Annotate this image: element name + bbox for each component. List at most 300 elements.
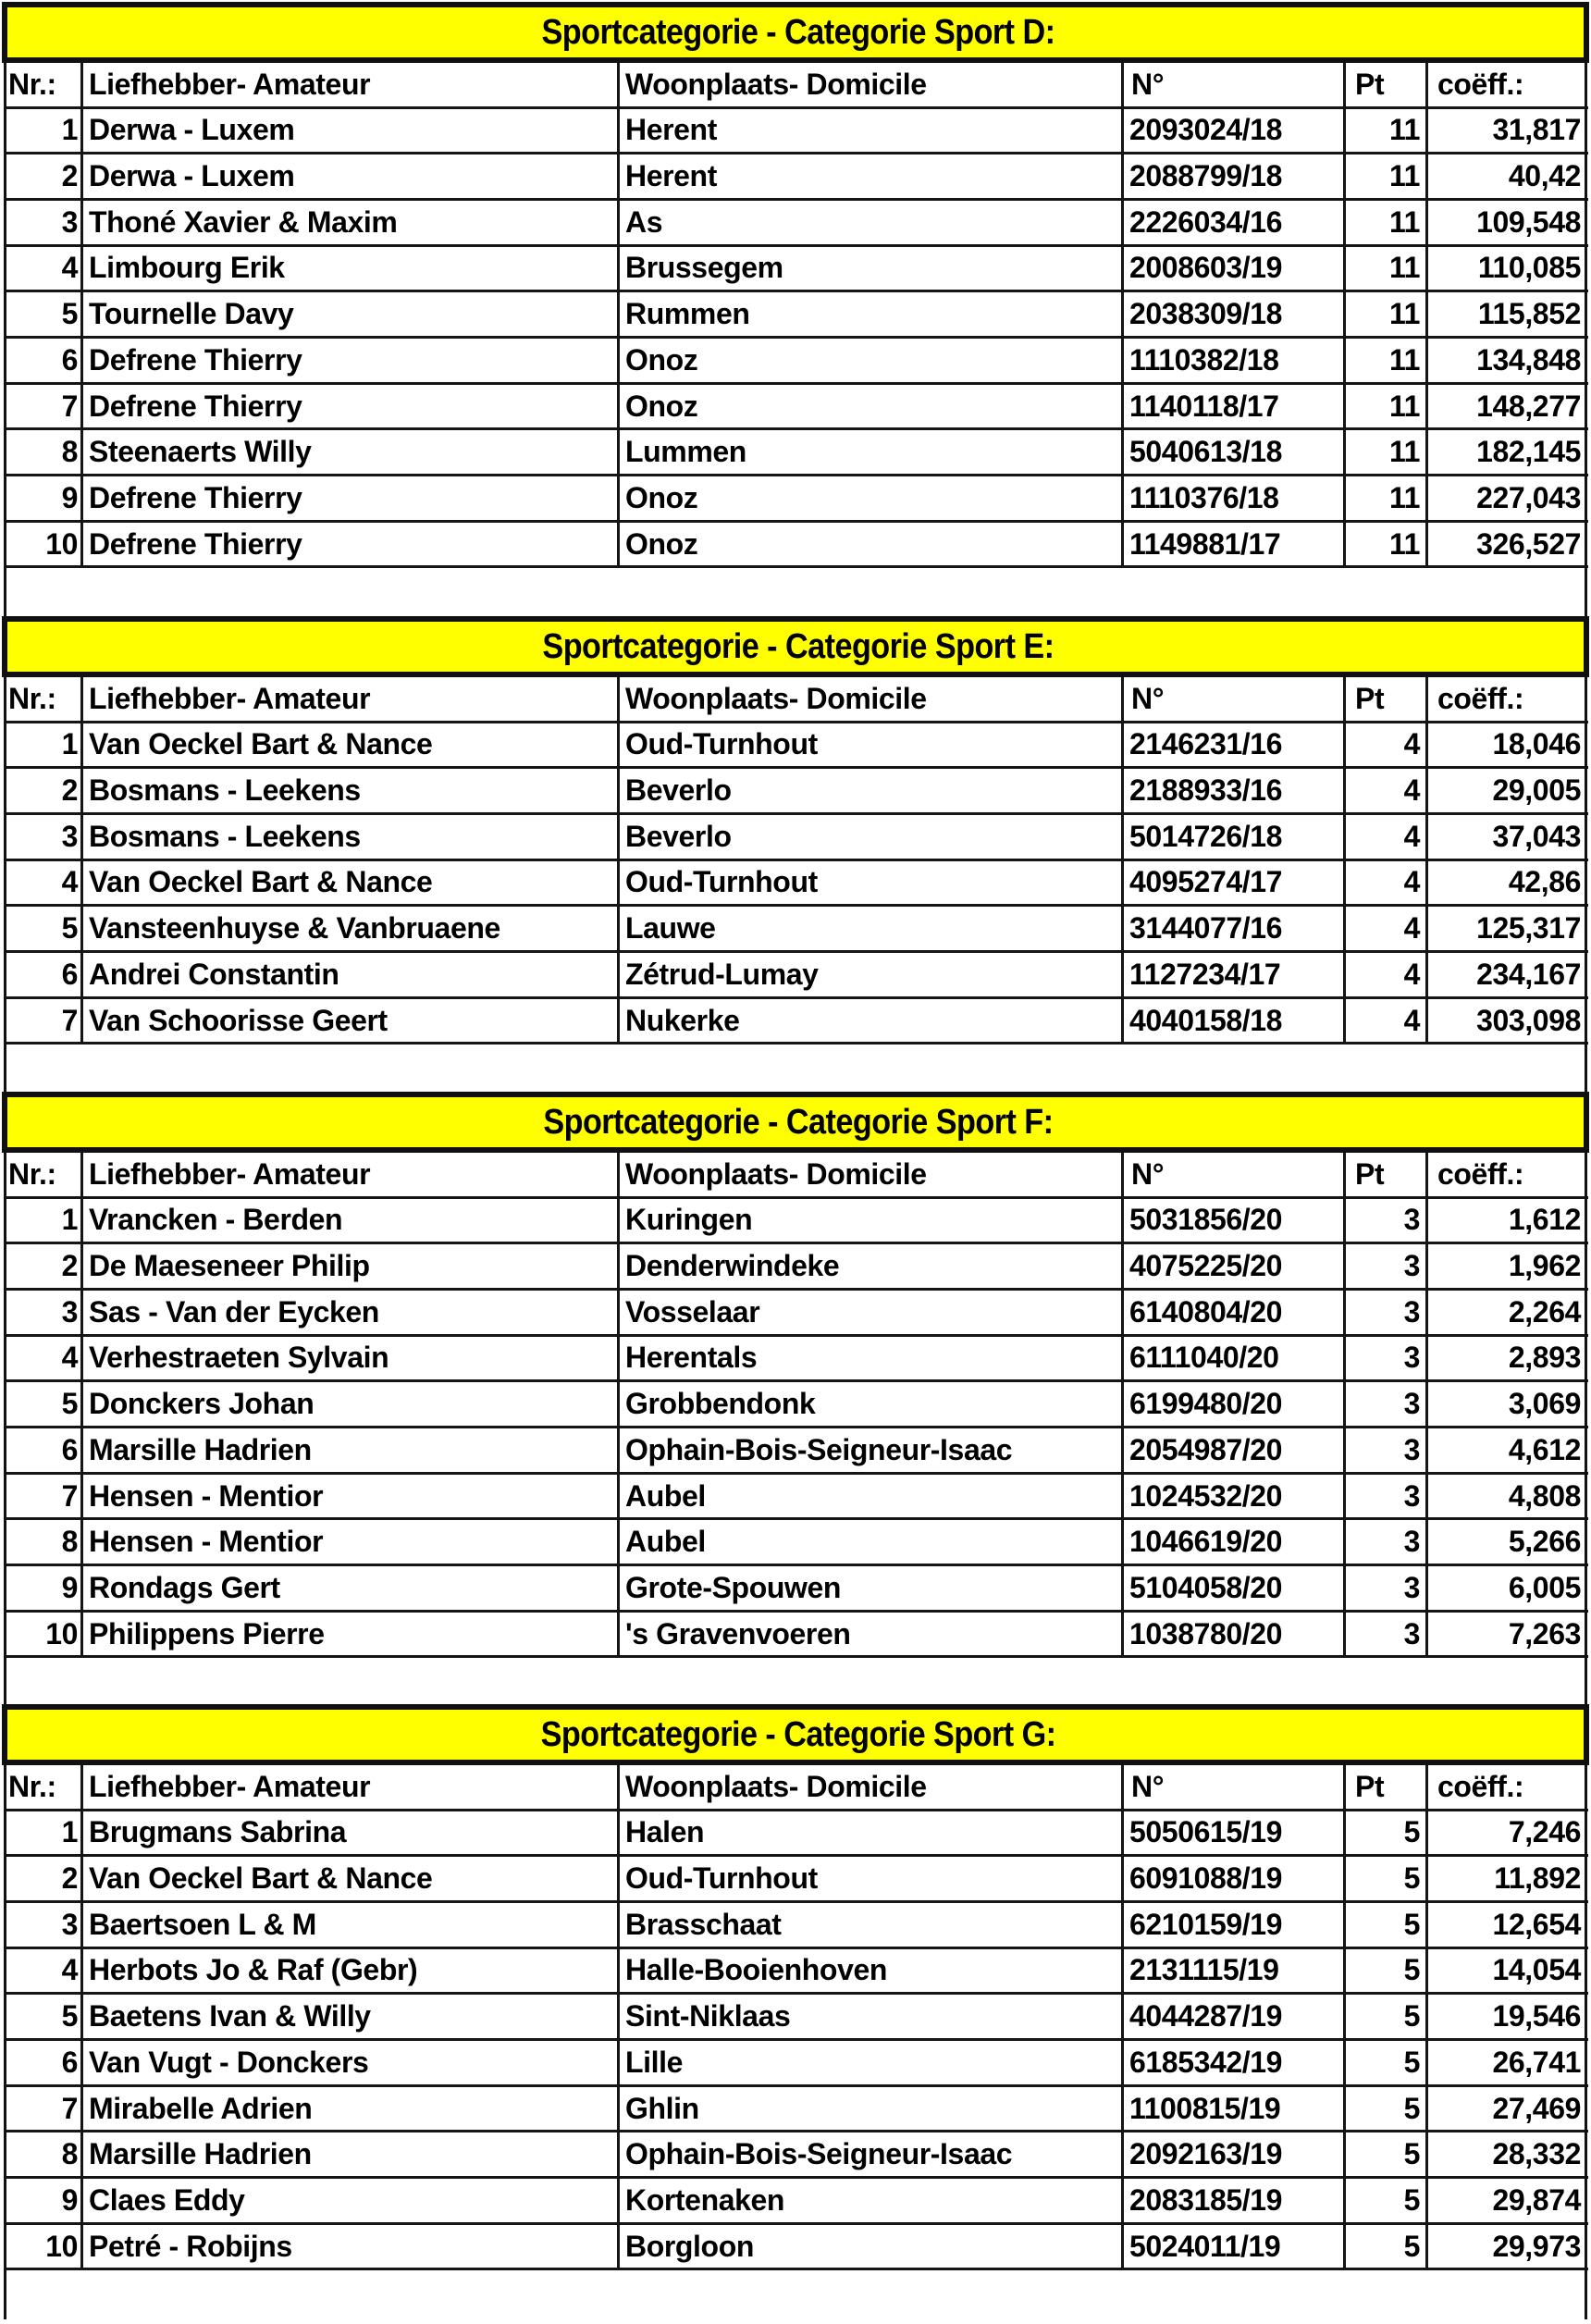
- ring-number-cell: [1121, 1857, 1343, 1900]
- table-row: [5, 1995, 1588, 2041]
- points-cell-text: 3: [1403, 1616, 1420, 1650]
- coefficient-cell: [1425, 2179, 1588, 2222]
- amateur-cell-text: Marsille Hadrien: [89, 2137, 312, 2171]
- rank-cell-text: 8: [61, 2137, 78, 2171]
- domicile-cell-text: Grobbendonk: [625, 1387, 816, 1421]
- domicile-cell: [617, 861, 1121, 905]
- header-nr: [5, 1765, 81, 1809]
- rank-cell-text: 10: [45, 1616, 78, 1650]
- ring-number-cell: [1121, 2087, 1343, 2131]
- header-coefficient: [1425, 63, 1588, 106]
- table-row: [5, 861, 1588, 908]
- domicile-cell: [617, 1337, 1121, 1380]
- ring-number-cell-text: 2088799/18: [1129, 159, 1283, 193]
- ring-number-cell: [1121, 723, 1343, 767]
- rank-cell-text: 3: [61, 204, 78, 239]
- ring-number-cell: [1121, 1949, 1343, 1993]
- rank-cell: [5, 155, 81, 198]
- points-cell: [1343, 1903, 1425, 1947]
- ring-number-cell: [1121, 247, 1343, 290]
- domicile-cell-text: Denderwindeke: [625, 1249, 840, 1283]
- ring-number-cell-text: 6185342/19: [1129, 2045, 1283, 2079]
- column-header-row: [5, 677, 1588, 723]
- column-header-row: [5, 63, 1588, 109]
- coefficient-cell: [1425, 430, 1588, 474]
- points-cell-text: 5: [1403, 2182, 1420, 2217]
- points-cell-text: 3: [1403, 1203, 1420, 1237]
- coefficient-cell: [1425, 339, 1588, 382]
- ring-number-cell: [1121, 2041, 1343, 2084]
- points-cell: [1343, 523, 1425, 566]
- coefficient-cell-text: 5,266: [1508, 1525, 1581, 1559]
- header-points: [1343, 63, 1425, 106]
- rank-cell-text: 4: [61, 865, 78, 899]
- rank-cell: [5, 1199, 81, 1242]
- points-cell: [1343, 1857, 1425, 1900]
- column-header-row: [5, 1153, 1588, 1199]
- ring-number-cell: [1121, 769, 1343, 812]
- table-row: [5, 953, 1588, 999]
- amateur-cell-text: Tournelle Davy: [89, 297, 294, 331]
- amateur-cell: [80, 292, 617, 336]
- ring-number-cell-text: 5104058/20: [1129, 1570, 1283, 1604]
- domicile-cell-text: Onoz: [625, 342, 698, 377]
- ring-number-cell: [1121, 2132, 1343, 2176]
- domicile-cell-text: Vosselaar: [625, 1294, 760, 1329]
- coefficient-cell-text: 110,085: [1477, 251, 1581, 285]
- table-row: [5, 1566, 1588, 1613]
- ring-number-cell-text: 1127234/17: [1129, 957, 1281, 991]
- points-cell-text: 11: [1388, 113, 1420, 147]
- domicile-cell: [617, 430, 1121, 474]
- amateur-cell: [80, 2225, 617, 2268]
- rank-cell-text: 5: [61, 911, 78, 946]
- domicile-cell: [617, 155, 1121, 198]
- points-cell: [1343, 1811, 1425, 1855]
- rank-cell: [5, 247, 81, 290]
- domicile-cell-text: Brussegem: [625, 251, 783, 285]
- coefficient-cell-text: 31,817: [1492, 113, 1581, 147]
- points-cell: [1343, 2041, 1425, 2084]
- header-coefficient: [1425, 1765, 1588, 1809]
- coefficient-cell: [1425, 907, 1588, 950]
- amateur-cell: [80, 1566, 617, 1610]
- points-cell-text: 11: [1388, 297, 1420, 331]
- points-cell: [1343, 247, 1425, 290]
- table-row: [5, 1199, 1588, 1245]
- points-cell-text: 4: [1403, 957, 1420, 991]
- domicile-cell-text: Brasschaat: [625, 1907, 782, 1941]
- ring-number-cell-text: 5014726/18: [1129, 819, 1283, 853]
- header-points-label: Pt: [1355, 1156, 1385, 1191]
- points-cell-text: 3: [1403, 1525, 1420, 1559]
- ring-number-cell-text: 4040158/18: [1129, 1003, 1283, 1037]
- points-cell-text: 4: [1403, 727, 1420, 761]
- rank-cell: [5, 523, 81, 566]
- rank-cell-text: 8: [61, 435, 78, 469]
- coefficient-cell-text: 326,527: [1476, 526, 1581, 561]
- domicile-cell-text: Halen: [625, 1815, 705, 1849]
- table-row: [5, 1520, 1588, 1566]
- amateur-cell-text: De Maeseneer Philip: [89, 1249, 370, 1283]
- amateur-cell-text: Marsille Hadrien: [89, 1432, 312, 1466]
- domicile-cell: [617, 2132, 1121, 2176]
- amateur-cell-text: Defrene Thierry: [89, 480, 302, 514]
- amateur-cell-text: Claes Eddy: [89, 2182, 245, 2217]
- header-amateur-label: Liefhebber- Amateur: [89, 67, 371, 101]
- coefficient-cell-text: 234,167: [1476, 957, 1581, 991]
- coefficient-cell: [1425, 1613, 1588, 1656]
- table-row: [5, 292, 1588, 339]
- ring-number-cell-text: 1110382/18: [1129, 342, 1279, 377]
- amateur-cell-text: Defrene Thierry: [89, 526, 302, 561]
- rank-cell: [5, 723, 81, 767]
- rank-cell-text: 1: [61, 727, 78, 761]
- points-cell-text: 4: [1403, 865, 1420, 899]
- category-title: Sportcategorie - Categorie Sport G:: [540, 1715, 1056, 1754]
- domicile-cell: [617, 1428, 1121, 1472]
- points-cell: [1343, 430, 1425, 474]
- points-cell: [1343, 339, 1425, 382]
- header-nr-label: Nr.:: [8, 67, 56, 101]
- ring-number-cell: [1121, 339, 1343, 382]
- points-cell: [1343, 1613, 1425, 1656]
- amateur-cell: [80, 2179, 617, 2222]
- amateur-cell: [80, 1857, 617, 1900]
- domicile-cell: [617, 1903, 1121, 1947]
- ring-number-cell-text: 2226034/16: [1129, 204, 1283, 239]
- rank-cell-text: 1: [61, 1815, 78, 1849]
- coefficient-cell-text: 125,317: [1476, 911, 1581, 946]
- table-row: [5, 155, 1588, 201]
- points-cell-text: 5: [1403, 1815, 1420, 1849]
- rank-cell: [5, 1949, 81, 1993]
- amateur-cell: [80, 723, 617, 767]
- points-cell-text: 3: [1403, 1432, 1420, 1466]
- rank-cell-text: 10: [45, 2229, 78, 2263]
- ring-number-cell-text: 2038309/18: [1129, 297, 1283, 331]
- amateur-cell-text: Van Oeckel Bart & Nance: [89, 1861, 433, 1896]
- ring-number-cell: [1121, 1382, 1343, 1426]
- coefficient-cell: [1425, 476, 1588, 520]
- ring-number-cell: [1121, 201, 1343, 244]
- ring-number-cell-text: 4075225/20: [1129, 1249, 1283, 1283]
- rank-cell: [5, 1520, 81, 1564]
- coefficient-cell: [1425, 1811, 1588, 1855]
- table-row: [5, 1244, 1588, 1291]
- coefficient-cell-text: 303,098: [1476, 1003, 1581, 1037]
- rank-cell-text: 3: [61, 819, 78, 853]
- table-row: [5, 476, 1588, 523]
- coefficient-cell-text: 7,246: [1508, 1815, 1581, 1849]
- domicile-cell-text: Beverlo: [625, 773, 732, 808]
- rank-cell-text: 2: [61, 1861, 78, 1896]
- ring-number-cell: [1121, 1199, 1343, 1242]
- domicile-cell: [617, 339, 1121, 382]
- domicile-cell-text: Aubel: [625, 1525, 706, 1559]
- domicile-cell: [617, 953, 1121, 996]
- header-ring-number-label: N°: [1131, 67, 1165, 101]
- amateur-cell: [80, 861, 617, 905]
- amateur-cell-text: Andrei Constantin: [89, 957, 339, 991]
- domicile-cell-text: 's Gravenvoeren: [625, 1616, 851, 1650]
- points-cell: [1343, 292, 1425, 336]
- points-cell: [1343, 201, 1425, 244]
- domicile-cell-text: Oud-Turnhout: [625, 865, 818, 899]
- ring-number-cell-text: 3144077/16: [1129, 911, 1283, 946]
- rank-cell-text: 1: [61, 1203, 78, 1237]
- points-cell: [1343, 1475, 1425, 1518]
- amateur-cell-text: Thoné Xavier & Maxim: [89, 204, 398, 239]
- domicile-cell: [617, 292, 1121, 336]
- domicile-cell-text: Rummen: [625, 297, 750, 331]
- coefficient-cell-text: 227,043: [1476, 480, 1581, 514]
- ring-number-cell-text: 1046619/20: [1129, 1525, 1283, 1559]
- header-coefficient: [1425, 677, 1588, 721]
- ring-number-cell-text: 2146231/16: [1129, 727, 1283, 761]
- header-points-label: Pt: [1355, 67, 1385, 101]
- domicile-cell-text: Herent: [625, 113, 717, 147]
- domicile-cell: [617, 1244, 1121, 1288]
- table-row: [5, 907, 1588, 953]
- points-cell: [1343, 1428, 1425, 1472]
- amateur-cell-text: Baetens Ivan & Willy: [89, 1999, 371, 2034]
- amateur-cell: [80, 2132, 617, 2176]
- coefficient-cell: [1425, 2041, 1588, 2084]
- points-cell-text: 5: [1403, 1999, 1420, 2034]
- rank-cell: [5, 476, 81, 520]
- header-domicile: [617, 1765, 1121, 1809]
- header-ring-number-label: N°: [1131, 1769, 1165, 1803]
- ring-number-cell: [1121, 385, 1343, 428]
- ring-number-cell: [1121, 476, 1343, 520]
- rank-cell-text: 4: [61, 1953, 78, 1987]
- ring-number-cell-text: 4095274/17: [1129, 865, 1283, 899]
- ring-number-cell: [1121, 1566, 1343, 1610]
- domicile-cell: [617, 385, 1121, 428]
- coefficient-cell: [1425, 1857, 1588, 1900]
- points-cell-text: 5: [1403, 2045, 1420, 2079]
- coefficient-cell-text: 18,046: [1492, 727, 1581, 761]
- domicile-cell: [617, 1199, 1121, 1242]
- ring-number-cell-text: 1110376/18: [1129, 480, 1279, 514]
- amateur-cell-text: Vrancken - Berden: [89, 1203, 343, 1237]
- amateur-cell: [80, 1199, 617, 1242]
- table-row: [5, 1903, 1588, 1949]
- domicile-cell-text: Oud-Turnhout: [625, 727, 818, 761]
- domicile-cell-text: Grote-Spouwen: [625, 1570, 842, 1604]
- points-cell-text: 11: [1388, 435, 1420, 469]
- coefficient-cell-text: 6,005: [1508, 1570, 1581, 1604]
- ring-number-cell: [1121, 430, 1343, 474]
- coefficient-cell-text: 7,263: [1508, 1616, 1581, 1650]
- coefficient-cell: [1425, 109, 1588, 153]
- amateur-cell: [80, 999, 617, 1043]
- ring-number-cell-text: 2054987/20: [1129, 1432, 1283, 1466]
- rank-cell-text: 5: [61, 297, 78, 331]
- amateur-cell: [80, 523, 617, 566]
- domicile-cell-text: Lummen: [625, 435, 746, 469]
- header-nr: [5, 63, 81, 106]
- amateur-cell-text: Donckers Johan: [89, 1387, 314, 1421]
- coefficient-cell-text: 26,741: [1492, 2045, 1581, 2079]
- points-cell: [1343, 999, 1425, 1043]
- header-domicile-label: Woonplaats- Domicile: [625, 681, 927, 715]
- category-title: Sportcategorie - Categorie Sport D:: [541, 13, 1055, 52]
- amateur-cell-text: Hensen - Mentior: [89, 1478, 324, 1513]
- coefficient-cell: [1425, 1428, 1588, 1472]
- domicile-cell: [617, 1475, 1121, 1518]
- coefficient-cell-text: 29,874: [1492, 2182, 1581, 2217]
- amateur-cell-text: Herbots Jo & Raf (Gebr): [89, 1953, 418, 1987]
- domicile-cell: [617, 1291, 1121, 1334]
- ring-number-cell: [1121, 1337, 1343, 1380]
- column-header-row: [5, 1765, 1588, 1811]
- ring-number-cell: [1121, 1613, 1343, 1656]
- table-row: [5, 2132, 1588, 2179]
- header-nr: [5, 677, 81, 721]
- ring-number-cell: [1121, 109, 1343, 153]
- header-ring-number-label: N°: [1131, 1156, 1165, 1191]
- header-domicile-label: Woonplaats- Domicile: [625, 67, 927, 101]
- domicile-cell-text: Kortenaken: [625, 2182, 785, 2217]
- points-cell-text: 3: [1403, 1341, 1420, 1375]
- ring-number-cell-text: 5040613/18: [1129, 435, 1283, 469]
- amateur-cell-text: Van Oeckel Bart & Nance: [89, 727, 433, 761]
- ring-number-cell: [1121, 999, 1343, 1043]
- points-cell: [1343, 2179, 1425, 2222]
- table-row: [5, 1613, 1588, 1659]
- amateur-cell: [80, 339, 617, 382]
- points-cell-text: 3: [1403, 1249, 1420, 1283]
- amateur-cell: [80, 476, 617, 520]
- amateur-cell-text: Van Vugt - Donckers: [89, 2045, 369, 2079]
- rank-cell-text: 9: [61, 480, 78, 514]
- header-amateur: [80, 1153, 617, 1196]
- points-cell: [1343, 1995, 1425, 2038]
- coefficient-cell-text: 1,612: [1508, 1203, 1581, 1237]
- ring-number-cell: [1121, 1428, 1343, 1472]
- table-row: [5, 385, 1588, 431]
- domicile-cell-text: Zétrud-Lumay: [625, 957, 819, 991]
- rank-cell: [5, 2087, 81, 2131]
- table-row: [5, 1291, 1588, 1337]
- coefficient-cell: [1425, 1903, 1588, 1947]
- rank-cell: [5, 769, 81, 812]
- domicile-cell-text: Onoz: [625, 389, 698, 423]
- domicile-cell-text: Herent: [625, 159, 717, 193]
- header-coefficient-label: coëff.:: [1437, 1156, 1524, 1191]
- domicile-cell-text: Ophain-Bois-Seigneur-Isaac: [625, 2137, 1013, 2171]
- points-cell: [1343, 907, 1425, 950]
- blank-spacer-row: [5, 569, 1588, 615]
- coefficient-cell: [1425, 1244, 1588, 1288]
- category-title: Sportcategorie - Categorie Sport F:: [543, 1103, 1054, 1142]
- header-ring-number: [1121, 1765, 1343, 1809]
- ring-number-cell: [1121, 2225, 1343, 2268]
- points-cell: [1343, 155, 1425, 198]
- points-cell-text: 11: [1388, 159, 1420, 193]
- amateur-cell: [80, 1382, 617, 1426]
- amateur-cell: [80, 1903, 617, 1947]
- rank-cell-text: 2: [61, 773, 78, 808]
- ring-number-cell-text: 2008603/19: [1129, 251, 1283, 285]
- rank-cell-text: 6: [61, 2045, 78, 2079]
- rank-cell: [5, 1811, 81, 1855]
- rank-cell: [5, 1291, 81, 1334]
- amateur-cell: [80, 1613, 617, 1656]
- header-nr-label: Nr.:: [8, 1156, 56, 1191]
- header-ring-number: [1121, 677, 1343, 721]
- header-points-label: Pt: [1355, 1769, 1385, 1803]
- table-row: [5, 1382, 1588, 1428]
- points-cell: [1343, 2225, 1425, 2268]
- rank-cell: [5, 2179, 81, 2222]
- points-cell-text: 11: [1388, 342, 1420, 377]
- coefficient-cell: [1425, 953, 1588, 996]
- table-row: [5, 1949, 1588, 1996]
- header-amateur: [80, 677, 617, 721]
- rank-cell-text: 6: [61, 342, 78, 377]
- header-points: [1343, 1153, 1425, 1196]
- domicile-cell-text: Borgloon: [625, 2229, 754, 2263]
- rank-cell: [5, 907, 81, 950]
- points-cell-text: 3: [1403, 1294, 1420, 1329]
- rank-cell: [5, 1475, 81, 1518]
- coefficient-cell: [1425, 2225, 1588, 2268]
- ring-number-cell-text: 2093024/18: [1129, 113, 1283, 147]
- rank-cell-text: 2: [61, 1249, 78, 1283]
- header-coefficient-label: coëff.:: [1437, 1769, 1524, 1803]
- domicile-cell-text: Nukerke: [625, 1003, 740, 1037]
- points-cell: [1343, 815, 1425, 859]
- ring-number-cell-text: 1100815/19: [1129, 2091, 1281, 2125]
- rank-cell-text: 5: [61, 1999, 78, 2034]
- ring-number-cell-text: 2131115/19: [1129, 1953, 1279, 1987]
- amateur-cell-text: Derwa - Luxem: [89, 113, 295, 147]
- points-cell-text: 11: [1388, 204, 1420, 239]
- rank-cell: [5, 1244, 81, 1288]
- domicile-cell: [617, 1382, 1121, 1426]
- points-cell: [1343, 109, 1425, 153]
- coefficient-cell-text: 29,973: [1492, 2229, 1581, 2263]
- points-cell: [1343, 861, 1425, 905]
- points-cell-text: 11: [1388, 251, 1420, 285]
- table-row: [5, 1428, 1588, 1475]
- ring-number-cell: [1121, 1520, 1343, 1564]
- coefficient-cell: [1425, 292, 1588, 336]
- rank-cell: [5, 1903, 81, 1947]
- points-cell-text: 11: [1388, 389, 1420, 423]
- coefficient-cell: [1425, 1520, 1588, 1564]
- blank-spacer-row: [5, 2271, 1588, 2318]
- header-amateur: [80, 1765, 617, 1809]
- table-row: [5, 2179, 1588, 2225]
- category-title-bar: [2, 616, 1589, 677]
- ring-number-cell-text: 6111040/20: [1129, 1341, 1279, 1375]
- amateur-cell-text: Philippens Pierre: [89, 1616, 325, 1650]
- ring-number-cell-text: 6210159/19: [1129, 1907, 1283, 1941]
- coefficient-cell: [1425, 2087, 1588, 2131]
- ring-number-cell: [1121, 1244, 1343, 1288]
- header-amateur-label: Liefhebber- Amateur: [89, 681, 371, 715]
- points-cell: [1343, 1291, 1425, 1334]
- rank-cell: [5, 1428, 81, 1472]
- amateur-cell: [80, 109, 617, 153]
- domicile-cell: [617, 907, 1121, 950]
- domicile-cell: [617, 815, 1121, 859]
- coefficient-cell: [1425, 1382, 1588, 1426]
